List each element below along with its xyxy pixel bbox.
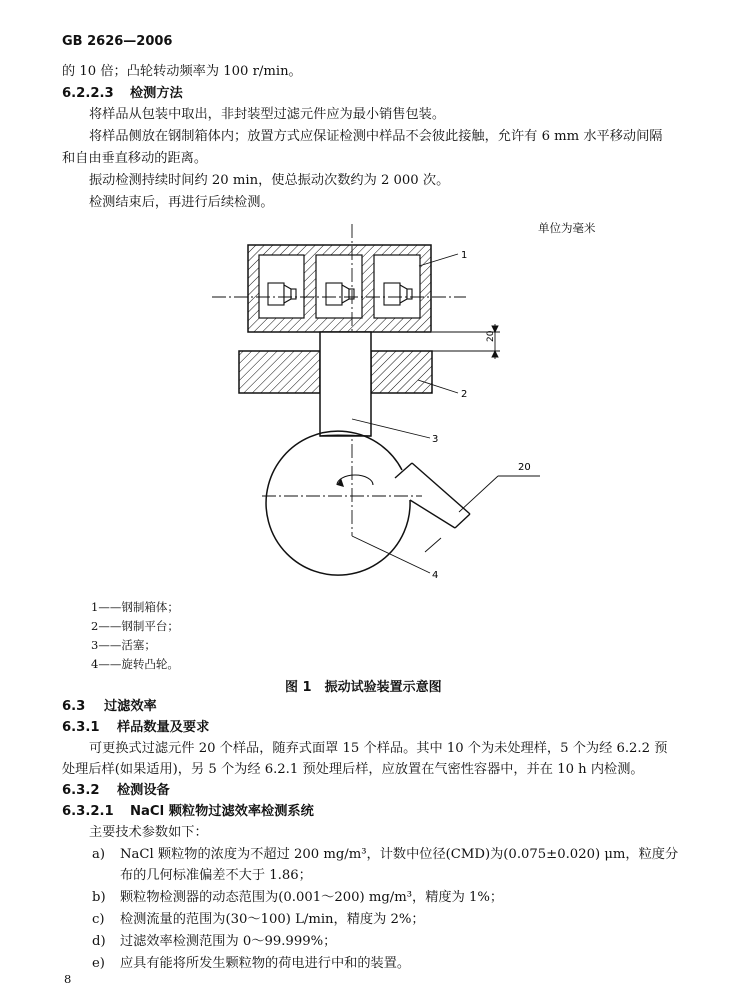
page-number: 8 <box>64 972 72 986</box>
legend-item: 2——钢制平台； <box>91 619 179 633</box>
section-63-number: 6.3 <box>62 699 86 714</box>
section-631-number: 6.3.1 <box>62 720 100 735</box>
section-6321-title: NaCl 颗粒物过滤效率检测系统 <box>130 804 314 819</box>
list-label: b) <box>92 890 106 905</box>
callout-3: 3 <box>432 434 439 445</box>
dimension-inclined-20 <box>425 476 540 552</box>
figure-caption: 图 1 振动试验装置示意图 <box>285 680 442 695</box>
list-label: d) <box>92 934 106 949</box>
legend-item: 4——旋转凸轮。 <box>91 657 179 671</box>
paragraph: 主要技术参数如下： <box>89 825 208 840</box>
callout-2: 2 <box>461 389 468 400</box>
paragraph: 将样品从包装中取出，非封装型过滤元件应为最小销售包装。 <box>89 107 446 122</box>
list-item: 布的几何标准偏差不大于 1.86； <box>120 868 312 883</box>
list-item: 过滤效率检测范围为 0～99.999%； <box>120 934 337 949</box>
section-63-title: 过滤效率 <box>104 699 157 714</box>
legend-item: 3——活塞； <box>91 638 156 652</box>
piston <box>320 332 371 436</box>
list-label: c) <box>92 912 105 927</box>
list-item: 颗粒物检测器的动态范围为(0.001～200) mg/m³，精度为 1%； <box>120 890 504 905</box>
section-6223-number: 6.2.2.3 <box>62 86 114 101</box>
section-631-title: 样品数量及要求 <box>117 720 210 735</box>
list-label: e) <box>92 956 105 971</box>
section-632-title: 检测设备 <box>117 783 170 798</box>
callout-4: 4 <box>432 570 439 581</box>
paragraph: 检测结束后，再进行后续检测。 <box>89 195 274 210</box>
text-line: 的 10 倍；凸轮转动频率为 100 r/min。 <box>62 64 302 79</box>
list-item: NaCl 颗粒物的浓度为不超过 200 mg/m³，计数中位径(CMD)为(0.075±0.020) μm，粒度分 <box>120 847 679 862</box>
paragraph: 和自由垂直移动的距离。 <box>62 151 208 166</box>
unit-note: 单位为毫米 <box>538 221 596 235</box>
dimension-20-vertical-label: 20 <box>486 330 496 342</box>
cam-arm <box>395 463 470 528</box>
paragraph: 振动检测持续时间约 20 min，使总振动次数约为 2 000 次。 <box>89 173 450 188</box>
section-6321-number: 6.3.2.1 <box>62 804 114 819</box>
paragraph: 可更换式过滤元件 20 个样品，随弃式面罩 15 个样品。其中 10 个为未处理样，5 个为经 6.2.2 预 <box>89 741 668 756</box>
legend-item: 1——钢制箱体； <box>91 600 179 614</box>
section-6223-title: 检测方法 <box>130 86 183 101</box>
section-632-number: 6.3.2 <box>62 783 100 798</box>
paragraph: 处理后样(如果适用)，另 5 个为经 6.2.1 预处理后样，应放置在气密性容器中，并在 10 h 内检测。 <box>62 762 644 777</box>
paragraph: 将样品侧放在钢制箱体内；放置方式应保证检测中样品不会彼此接触，允许有 6 mm 水平移动间隔 <box>89 129 663 144</box>
list-item: 应具有能将所发生颗粒物的荷电进行中和的装置。 <box>120 956 411 971</box>
standard-header: GB 2626—2006 <box>62 34 173 49</box>
callout-1: 1 <box>461 250 468 261</box>
list-label: a) <box>92 847 106 862</box>
dimension-20-inclined-label: 20 <box>518 462 531 473</box>
list-item: 检测流量的范围为(30～100) L/min，精度为 2%； <box>120 912 425 927</box>
